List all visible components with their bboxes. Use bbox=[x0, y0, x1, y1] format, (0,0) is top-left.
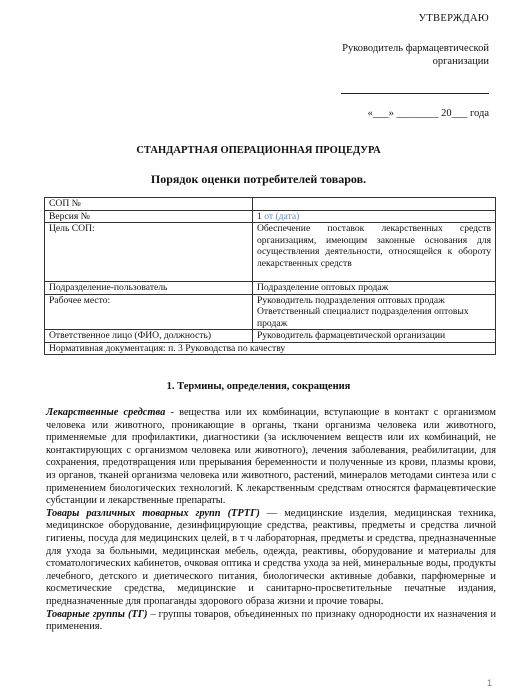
version-date: от (дата) bbox=[264, 210, 300, 222]
workplace-label: Рабочее место: bbox=[45, 294, 253, 330]
table-row bbox=[45, 342, 496, 355]
table-row bbox=[45, 198, 496, 211]
table-row bbox=[45, 330, 496, 343]
table-row bbox=[45, 282, 496, 295]
table-row bbox=[45, 294, 496, 330]
workplace-value-1: Руководитель подразделения оптовых продаж bbox=[257, 294, 445, 306]
normative-docs: Нормативная документация: п. 3 Руководства по качеству bbox=[45, 342, 496, 355]
version-label: Версия № bbox=[45, 210, 253, 223]
workplace-value-cell bbox=[253, 294, 496, 330]
section-body bbox=[46, 407, 496, 634]
term-tg: Товарные группы (ТГ) bbox=[46, 608, 148, 620]
goal-value: Обеспечение поставок лекарственных средств организациям, имеющим законные основания для осуществления деятельности, относящейся к обороту лекарственных средств bbox=[253, 223, 496, 282]
term-medicines: Лекарственные средства bbox=[46, 407, 166, 418]
version-value-cell bbox=[253, 210, 496, 223]
paragraph-trtg bbox=[46, 508, 496, 609]
sop-number-cell: СОП № bbox=[45, 198, 253, 211]
definition-medicines: - вещества или их комбинации, вступающие в контакт с организмом человека или животного, проникающие в органы, ткани организма человека или животного, применяемые для профилактики, диагностики (за исключением веществ или их комбинаций, не контактирующих с организмом человека или животного), лечения заболевания, реабилитации, для сохранения, предотвращения или прерывания беременности и полученные из крови, плазмы крови, из органов, тканей организма человека или животного, растений, минералов методами синтеза или с применением биологических технологий. К лекарственным средствам относятся фармацевтические субстанции и лекарственные препараты. bbox=[46, 407, 496, 507]
sop-info-table bbox=[44, 197, 496, 355]
paragraph-medicines bbox=[46, 407, 496, 508]
section-heading: 1. Термины, определения, сокращения bbox=[166, 381, 351, 392]
term-trtg: Товары различных товарных групп (ТРТГ) bbox=[46, 507, 260, 519]
workplace-value-2: Ответственный специалист подразделения оптовых продаж bbox=[257, 306, 469, 329]
table-row bbox=[45, 210, 496, 223]
sop-number-value bbox=[253, 198, 496, 211]
document-title: СТАНДАРТНАЯ ОПЕРАЦИОННАЯ ПРОЦЕДУРА bbox=[136, 145, 381, 156]
responsible-label: Ответственное лицо (ФИО, должность) bbox=[45, 330, 253, 343]
signature-line bbox=[341, 93, 489, 94]
page-number: 1 bbox=[486, 678, 492, 688]
responsible-value: Руководитель фармацевтической организации bbox=[253, 330, 496, 343]
definition-tg: – группы товаров, объединенных по признаку однородности их назначения и применения. bbox=[46, 608, 496, 633]
approval-title: УТВЕРЖДАЮ bbox=[418, 13, 489, 24]
department-value: Подразделение оптовых продаж bbox=[253, 282, 496, 295]
paragraph-tg bbox=[46, 609, 496, 634]
goal-label: Цель СОП: bbox=[45, 223, 253, 282]
table-row bbox=[45, 223, 496, 282]
definition-trtg: — медицинские изделия, медицинская техника, медицинское оборудование, дезинфицирующие средства, реактивы, предметы и средства личной гигиены, посуда для медицинских целей, в т ч лабораторная, предметы и средства, предназначенные для ухода за больными, медицинская мебель, одежда, реактивы, оборудование и материалы для стоматологических кабинетов, очковая оптика и средства ухода за ней, минеральные воды, продукты лечебного, детского и диетического питания, биологически активные добавки, парфюмерные и косметические средства, медицинские и санитарно-просветительные печатные издания, предназначенные для пропаганды здорового образа жизни и прочие товары. bbox=[46, 507, 496, 607]
approval-date: «___» ________ 20___ года bbox=[367, 108, 489, 119]
department-label: Подразделение-пользователь bbox=[45, 282, 253, 295]
version-value: 1 bbox=[257, 210, 262, 222]
document-subtitle: Порядок оценки потребителей товаров. bbox=[150, 172, 367, 186]
approval-position: Руководитель фармацевтической организации bbox=[342, 43, 489, 67]
